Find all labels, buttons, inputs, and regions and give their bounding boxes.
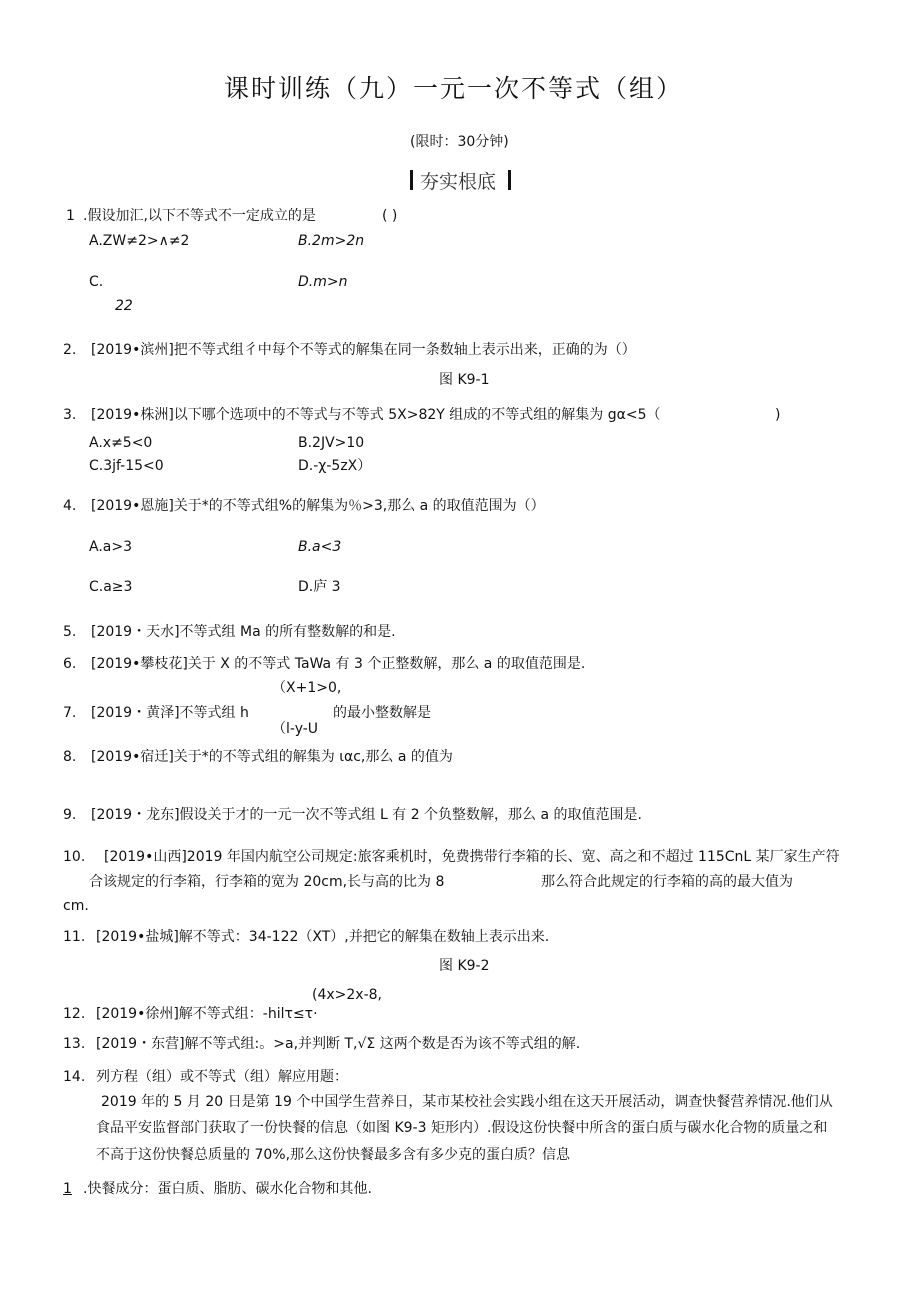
- q13-text: [2019・东营]解不等式组:。>a,并判断 T,√Σ 这两个数是否为该不等式组的解.: [96, 1036, 581, 1052]
- q3-option-a: A.x≠5<0: [89, 435, 153, 451]
- section-heading: 夯实根底: [420, 171, 497, 193]
- q3-option-b: B.2JV>10: [298, 435, 365, 451]
- time-limit: (限时：30分钟): [410, 134, 509, 150]
- q7-number: 7.: [63, 705, 77, 721]
- q1-option-d: D.m>n: [298, 274, 348, 290]
- q5-number: 5.: [63, 624, 77, 640]
- q1-option-c: C.: [89, 274, 104, 290]
- q9-number: 9.: [63, 807, 77, 823]
- q4-option-a: A.a>3: [89, 539, 132, 555]
- q5-text: [2019・天水]不等式组 Ma 的所有整数解的和是.: [91, 624, 396, 640]
- q3-number: 3.: [63, 407, 77, 423]
- q2-figure-caption: 图 K9-1: [439, 372, 490, 388]
- q14-line-3: 不高于这份快餐总质量的 70%,那么这份快餐最多含有多少克的蛋白质？信息: [96, 1147, 571, 1163]
- q7-text-tail: 的最小整数解是: [333, 705, 431, 721]
- q4-option-d: D.庐 3: [298, 579, 341, 595]
- q4-text: [2019•恩施]关于*的不等式组%的解集为％>3,那么 a 的取值范围为（）: [91, 498, 545, 514]
- page-title: 课时训练（九）一元一次不等式（组）: [224, 74, 684, 103]
- q4-number: 4.: [63, 498, 77, 514]
- q4-option-b: B.a<3: [298, 539, 342, 555]
- info-1-text: .快餐成分：蛋白质、脂肪、碳水化合物和其他.: [83, 1181, 372, 1197]
- q2-number: 2.: [63, 342, 77, 358]
- q2-text: [2019•滨州]把不等式组彳中每个不等式的解集在同一条数轴上表示出来，正确的为（）: [91, 342, 636, 358]
- q11-text: [2019•盐城]解不等式：34-122（XT）,并把它的解集在数轴上表示出来.: [96, 929, 550, 945]
- q1-answer-paren: ( ): [382, 208, 398, 224]
- q14-text: 列方程（组）或不等式（组）解应用题：: [96, 1069, 348, 1085]
- section-bar-right: [508, 170, 511, 190]
- q8-number: 8.: [63, 749, 77, 765]
- info-1-number: 1: [63, 1181, 72, 1197]
- q12-number: 12.: [63, 1006, 86, 1022]
- q7-text: [2019・黄泽]不等式组 h: [91, 705, 249, 721]
- q10-number: 10.: [63, 849, 86, 865]
- q7-system-lower: （l-y-U: [272, 721, 319, 737]
- q7-system-upper: （X+1>0,: [272, 680, 342, 696]
- q9-text: [2019・龙东]假设关于才的一元一次不等式组 L 有 2 个负整数解，那么 a 的取值范围是.: [91, 807, 642, 823]
- q3-option-c: C.3jf-15<0: [89, 458, 164, 474]
- q1-option-b: B.2m>2n: [298, 233, 365, 249]
- q13-number: 13.: [63, 1036, 86, 1052]
- q14-number: 14.: [63, 1069, 86, 1085]
- q6-text: [2019•攀枝花]关于 X 的不等式 TaWa 有 3 个正整数解，那么 a 的取值范围是.: [91, 656, 586, 672]
- q12-system-upper: (4x>2x-8,: [312, 987, 382, 1003]
- q14-line-2: 食品平安监督部门获取了一份快餐的信息（如图 K9-3 矩形内）.假设这份快餐中所含的蛋白质与碳水化合物的质量之和: [96, 1120, 828, 1136]
- section-bar-left: [410, 170, 413, 190]
- q10-line-2a: 合该规定的行李箱，行李箱的宽为 20cm,长与高的比为 8: [89, 874, 445, 890]
- q3-answer-paren: ): [775, 407, 781, 423]
- q1-option-a: A.ZW≠2>∧≠2: [89, 233, 190, 249]
- q10-line-2b: 那么符合此规定的行李箱的高的最大值为: [541, 874, 793, 890]
- q14-line-1: 2019 年的 5 月 20 日是第 19 个中国学生营养日，某市某校社会实践小组在这天开展活动，调查快餐营养情况.他们从: [101, 1094, 833, 1110]
- q3-text: [2019•株洲]以下哪个选项中的不等式与不等式 5X>82Y 组成的不等式组的解集为 gα<5（: [91, 407, 661, 423]
- q10-line-3: cm.: [63, 898, 89, 914]
- q1-number: 1: [66, 208, 75, 224]
- q6-number: 6.: [63, 656, 77, 672]
- q11-figure-caption: 图 K9-2: [439, 958, 490, 974]
- q1-option-c-fraction: 22: [115, 298, 133, 314]
- q11-number: 11.: [63, 929, 86, 945]
- q8-text: [2019•宿迁]关于*的不等式组的解集为 ιαc,那么 a 的值为: [91, 749, 453, 765]
- q10-line-1: [2019•山西]2019 年国内航空公司规定:旅客乘机时，免费携带行李箱的长、宽、高之和不超过 115CnL 某厂家生产符: [104, 849, 840, 865]
- q12-text: [2019•徐州]解不等式组：-hilτ≤τ·: [96, 1006, 318, 1022]
- q4-option-c: C.a≥3: [89, 579, 133, 595]
- q3-option-d: D.-χ-5zX）: [298, 458, 372, 474]
- q1-text: .假设加汇,以下不等式不一定成立的是: [83, 208, 316, 224]
